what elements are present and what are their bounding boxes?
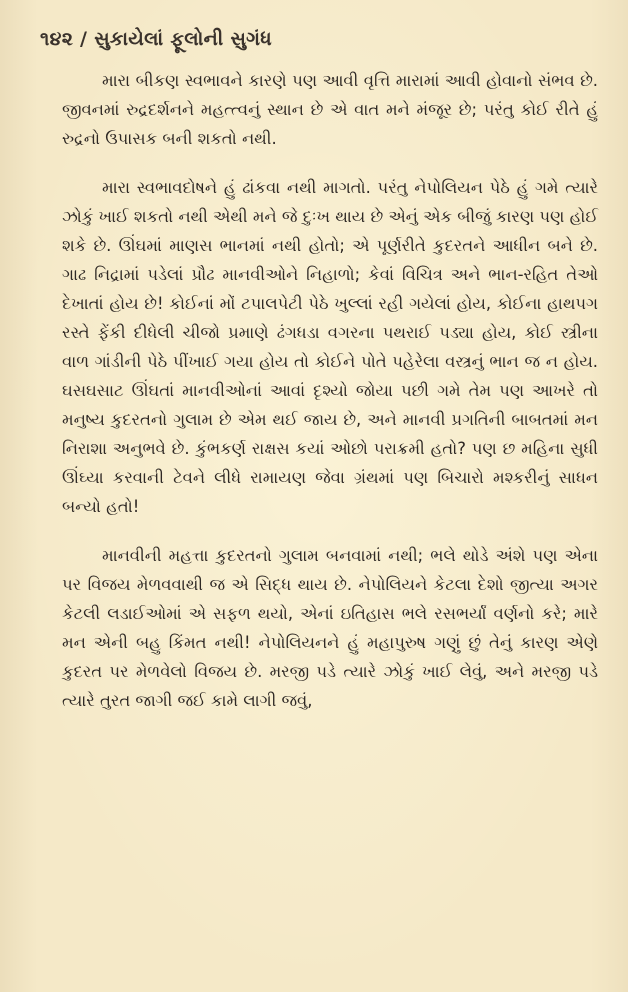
paragraph-3: માનવીની મહત્તા કુદરતનો ગુલામ બનવામાં નથી; ભલે થોડે અંશે પણ એના પર વિજય મેળવવાથી જ એ સિદ્ધ થાય છે. નેપોલિયને કેટલા દેશો જીત્યા અગર કેટલી લડાઈઓમાં એ સફળ થયો, એનાં ઇતિહાસ ભલે રસભર્યાં વર્ણનો કરે; મારે મન એની બહુ કિંમત નથી! નેપોલિયનને હું મહાપુરુષ ગણું છું તેનું કારણ એણે કુદરત પર મેળવેલો વિજય છે. મરજી પડે ત્યારે ઝોકું ખાઈ લેવું, અને મરજી પડે ત્યારે તુરત જાગી જઈ કામે લાગી જવું,: [62, 546, 598, 710]
running-head: ૧૪૨ / સુકાયેલાં ફૂલોની સુગંધ: [40, 28, 273, 50]
body-text: [62, 66, 598, 715]
paragraph-1: મારા બીકણ સ્વભાવને કારણે પણ આવી વૃત્તિ મારામાં આવી હોવાનો સંભવ છે. જીવનમાં રુદ્રદર્શનને મહત્ત્વનું સ્થાન છે એ વાત મને મંજૂર છે; પરંતુ કોઈ રીતે હું રુદ્રનો ઉપાસક બની શકતો નથી.: [62, 71, 598, 148]
paragraph-2: મારા સ્વભાવદોષને હું ઢાંકવા નથી માગતો. પરંતુ નેપોલિયન પેઠે હું ગમે ત્યારે ઝોકું ખાઈ શકતો નથી એથી મને જે દુઃખ થાય છે એનું એક બીજું કારણ પણ હોઈ શકે છે. ઊંઘમાં માણસ ભાનમાં નથી હોતો; એ પૂર્ણરીતે કુદરતને આધીન બને છે. ગાઢ નિદ્રામાં પડેલાં પ્રૌઢ માનવીઓને નિહાળો; કેવાં વિચિત્ર અને ભાન-રહિત તેઓ દેખાતાં હોય છે! કોઈનાં મોં ટપાલપેટી પેઠે ખુલ્લાં રહી ગયેલાં હોય, કોઈના હાથપગ રસ્તે ફેંકી દીધેલી ચીજો પ્રમાણે ઢંગધડા વગરના પથરાઈ પડ્યા હોય, કોઈ સ્ત્રીના વાળ ગાંડીની પેઠે પીંખાઈ ગયા હોય તો કોઈને પોતે પહેરેલા વસ્ત્રનું ભાન જ ન હોય. ઘસઘસાટ ઊંઘતાં માનવીઓનાં આવાં દૃશ્યો જોયા પછી ગમે તેમ પણ આખરે તો મનુષ્ય કુદરતનો ગુલામ છે એમ થઈ જાય છે, અને માનવી પ્રગતિની બાબતમાં મન નિરાશા અનુભવે છે. કુંભકર્ણ રાક્ષસ કયાં ઓછો પરાક્રમી હતો? પણ છ મહિના સુધી ઊંઘ્યા કરવાની ટેવને લીધે રામાયણ જેવા ગ્રંથમાં પણ બિચારો મશ્કરીનું સાધન બન્યો હતો!: [62, 178, 598, 516]
